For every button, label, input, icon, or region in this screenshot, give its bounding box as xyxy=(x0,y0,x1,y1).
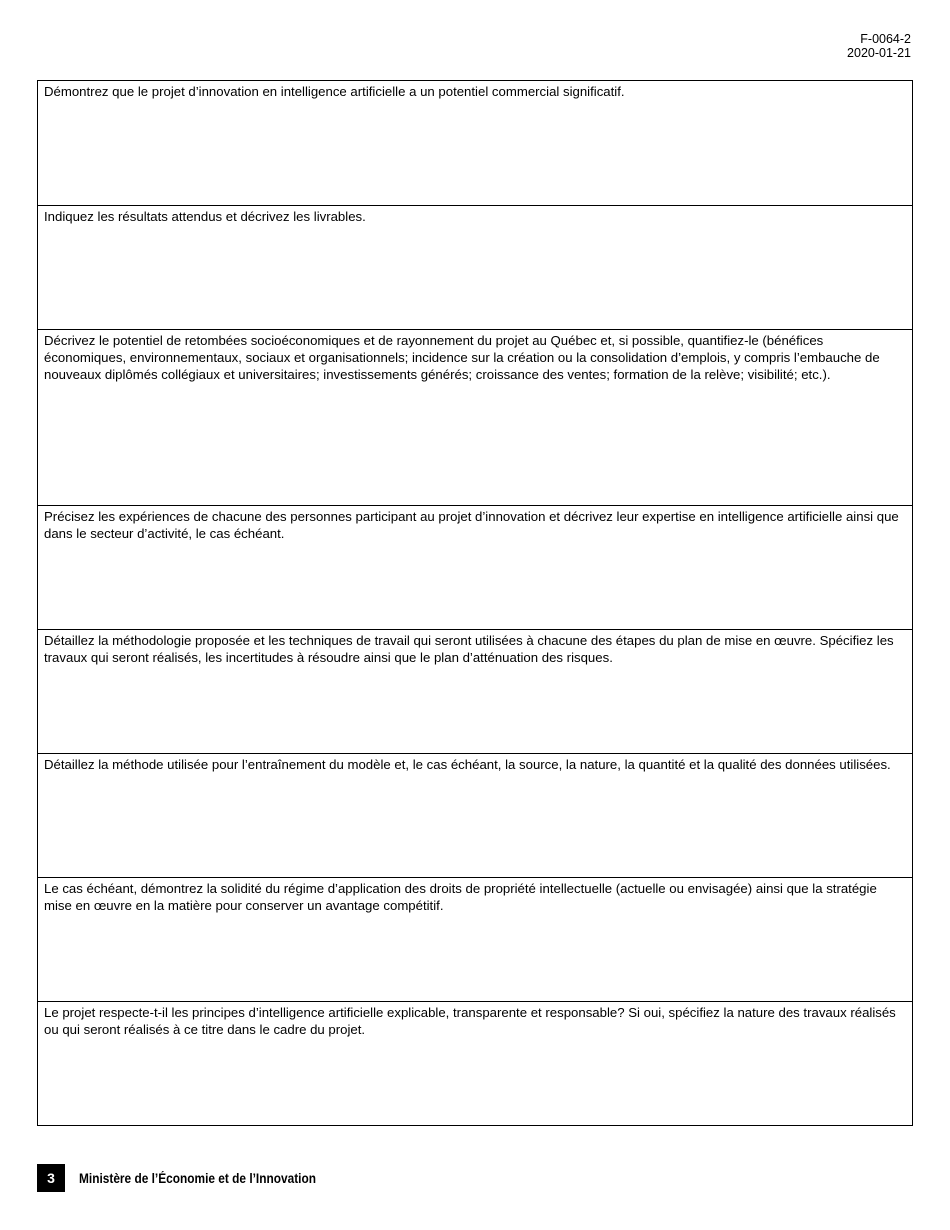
field-socioeconomic-impact[interactable] xyxy=(38,329,912,505)
field-label: Détaillez la méthodologie proposée et les techniques de travail qui seront utilisées à chacune des étapes du plan de mise en œuvre. Spécifiez les travaux qui seront réalisés, les incertitudes à résoudre ainsi que le plan d’atténuation des risques. xyxy=(44,633,894,665)
field-label: Le projet respecte-t-il les principes d’intelligence artificielle explicable, transparente et responsable? Si oui, spécifiez la nature des travaux réalisés ou qui seront réalisés à ce titre dans le cadre du projet. xyxy=(44,1005,896,1037)
field-intellectual-property[interactable] xyxy=(38,877,912,1001)
page-footer xyxy=(37,1164,348,1192)
field-label: Précisez les expériences de chacune des personnes participant au projet d’innovation et décrivez leur expertise en intelligence artificielle ainsi que dans le secteur d’activité, le cas échéant. xyxy=(44,509,899,541)
field-label: Indiquez les résultats attendus et décrivez les livrables. xyxy=(44,209,366,224)
form-date: 2020-01-21 xyxy=(847,46,911,60)
field-label: Le cas échéant, démontrez la solidité du régime d’application des droits de propriété intellectuelle (actuelle ou envisagée) ainsi que la stratégie mise en œuvre en la matière pour conserver un avantage compétitif. xyxy=(44,881,877,913)
questions-form xyxy=(37,80,913,1126)
field-model-training[interactable] xyxy=(38,753,912,877)
field-label: Détaillez la méthode utilisée pour l’entraînement du modèle et, le cas échéant, la source, la nature, la quantité et la qualité des données utilisées. xyxy=(44,757,891,772)
form-number: F-0064-2 xyxy=(860,32,911,46)
form-identifier xyxy=(847,32,911,60)
field-team-expertise[interactable] xyxy=(38,505,912,629)
ministry-name: Ministère de l’Économie et de l’Innovation xyxy=(79,1170,316,1186)
field-commercial-potential[interactable] xyxy=(38,81,912,205)
field-label: Décrivez le potentiel de retombées socioéconomiques et de rayonnement du projet au Québec et, si possible, quantifiez-le (bénéfices économiques, environnementaux, sociaux et organisationnels; incidence sur la création ou la consolidation d’emplois, y compris l’embauche de nouveaux diplômés collégiaux et universitaires; investissements générés; croissance des ventes; formation de la relève; visibilité; etc.). xyxy=(44,333,880,382)
page-number: 3 xyxy=(37,1164,65,1192)
field-expected-results[interactable] xyxy=(38,205,912,329)
field-methodology[interactable] xyxy=(38,629,912,753)
field-responsible-ai[interactable] xyxy=(38,1001,912,1124)
field-label: Démontrez que le projet d’innovation en intelligence artificielle a un potentiel commercial significatif. xyxy=(44,84,625,99)
